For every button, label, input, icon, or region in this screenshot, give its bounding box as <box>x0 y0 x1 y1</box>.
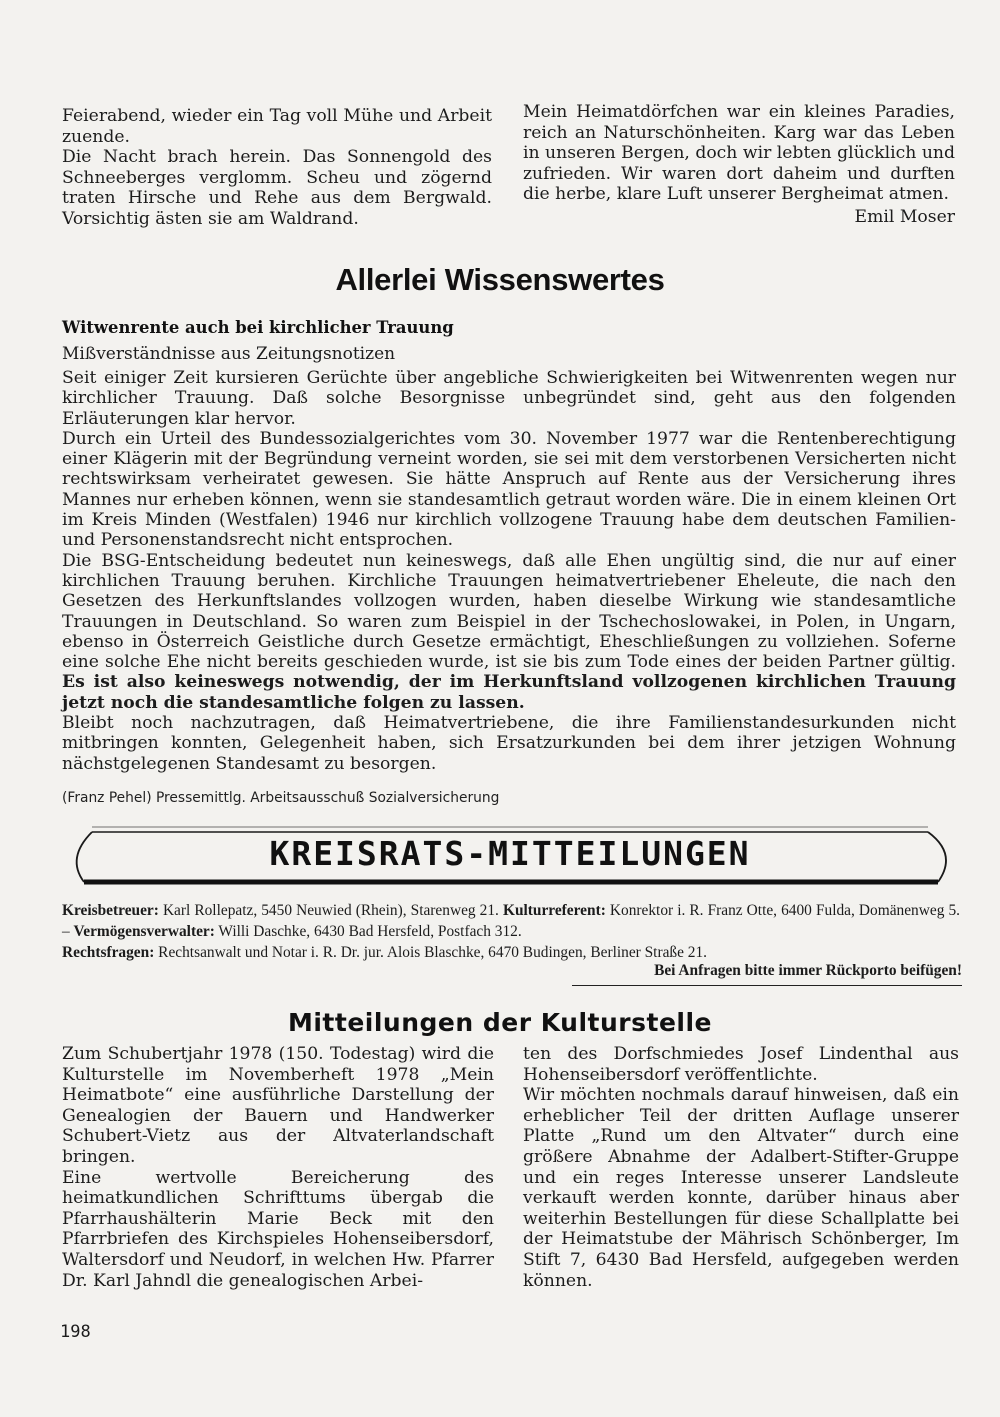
intro-paragraph: Mein Heimatdörfchen war ein kleines Paradies, reich an Naturschönheiten. Karg war das Leben in unseren Bergen, doch wir lebten glücklich und zufrieden. Wir waren dort daheim und durften die herbe, klare Luft unserer Bergheimat atmen. <box>523 102 955 205</box>
article-paragraph: Seit einiger Zeit kursieren Gerüchte über angebliche Schwierigkeiten bei Witwenrenten wegen nur kirchlicher Trauung. Daß solche Besorgnisse unbegründet sind, geht aus den folgenden Erläuterungen klar hervor. <box>62 368 956 429</box>
contact-label: Kulturreferent: <box>502 902 606 919</box>
contact-label: Vermögensverwalter: <box>73 923 215 940</box>
article-body <box>62 368 956 774</box>
intro-paragraph: Die Nacht brach herein. Das Sonnengold des Schneeberges verglomm. Scheu und zögernd traten Hirsche und Rehe aus dem Bergwald. Vorsichtig ästen sie am Waldrand. <box>62 147 492 229</box>
contact-text: Konrektor i. R. Franz Otte, 6400 Fulda, Domänenweg 5. – <box>62 902 960 940</box>
article-paragraph <box>62 551 956 713</box>
contact-label: Rechtsfragen: <box>62 944 155 961</box>
section-heading: Mitteilungen der Kulturstelle <box>287 1008 713 1037</box>
postage-note: Bei Anfragen bitte immer Rückporto beifügen! <box>654 962 962 979</box>
contact-text: Karl Rollepatz, 5450 Neuwied (Rhein), Starenweg 21. <box>158 902 503 919</box>
article-emphasis: Es ist also keineswegs notwendig, der im Herkunftsland vollzogenen kirchlichen Trauung jetzt noch die standesamtliche folgen zu lassen. <box>62 672 956 713</box>
article-subtitle: Mißverständnisse aus Zeitungsnotizen <box>62 344 396 364</box>
kultur-paragraph: Zum Schubertjahr 1978 (150. Todestag) wird die Kulturstelle im Novemberheft 1978 „Mein Heimatbote“ eine ausführliche Darstellung der Genealogien der Bauern und Handwerker Schubert-Vietz aus der Altvaterlandschaft bringen. <box>62 1044 494 1167</box>
kultur-paragraph: Wir möchten nochmals darauf hinweisen, daß ein erheblicher Teil der dritten Auflage unserer Platte „Rund um den Altvater“ durch eine größere Abnahme der Adalbert-Stifter-Gruppe und ein reges Interesse unserer Landsleute verkauft werden konnte, darüber hinaus aber weiterhin Bestellungen für diese Schallplatte bei der Heimatstube der Mährisch Schönberger, Im Stift 7, 6430 Bad Hersfeld, aufgegeben werden können. <box>523 1085 959 1291</box>
intro-right-column <box>523 102 955 228</box>
contact-text: Willi Daschke, 6430 Bad Hersfeld, Postfach 312. <box>214 923 522 940</box>
kultur-left-column <box>62 1044 494 1291</box>
kreisrat-banner <box>62 820 958 888</box>
article-paragraph: Durch ein Urteil des Bundessozialgerichtes vom 30. November 1977 war die Rentenberechtigung einer Klägerin mit der Begründung verneint worden, sie sei mit dem verstorbenen Versicherten nicht rechtswirksam verheiratet gewesen. Sie hätte Anspruch auf Rente aus der Versicherung ihres Mannes nur erheben können, wenn sie standesamtlich getraut worden wäre. Die in einem kleinen Ort im Kreis Minden (Westfalen) 1946 nur kirchlich vollzogene Trauung habe dem deutschen Familien- und Personenstandsrecht nicht entsprochen. <box>62 428 956 551</box>
kultur-paragraph: ten des Dorfschmiedes Josef Lindenthal aus Hohenseibersdorf veröffentlichte. <box>523 1044 959 1085</box>
banner-title: KREISRATS-MITTEILUNGEN <box>269 834 751 873</box>
author-name: Emil Moser <box>854 206 955 227</box>
article-text: Die BSG-Entscheidung bedeutet nun keineswegs, daß alle Ehen ungültig sind, die nur auf einer kirchlichen Trauung beruhen. Kirchliche Trauungen heimatvertriebener Eheleute, die nach den Gesetzen des Herkunftslandes vollzogen wurden, haben dieselbe Wirkung wie standesamtliche Trauungen in Deutschland. So waren zum Beispiel in der Tschechoslowakei, in Polen, in Ungarn, ebenso in Österreich Geistliche durch Gesetze ermächtigt, Eheschließungen zu vollziehen. Soferne eine solche Ehe nicht bereits geschieden wurde, ist sie bis zum Tode eines der beiden Partner gültig. <box>62 550 956 673</box>
page-number: 198 <box>60 1322 91 1342</box>
intro-left-column <box>62 106 492 230</box>
kultur-right-column <box>523 1044 959 1291</box>
divider <box>572 985 962 986</box>
contact-lines <box>62 900 960 942</box>
kultur-paragraph: Eine wertvolle Bereicherung des heimatkundlichen Schrifttums übergab die Pfarrhaushälterin Marie Beck mit den Pfarrbriefen des Kirchspieles Hohenseibersdorf, Waltersdorf und Neudorf, in welchen Hw. Pfarrer Dr. Karl Jahndl die genealogischen Arbei- <box>62 1167 494 1291</box>
article-paragraph: Bleibt noch nachzutragen, daß Heimatvertriebene, die ihre Familienstandesurkunden nicht mitbringen konnten, Gelegenheit haben, sich Ersatzurkunden bei dem ihrer jetzigen Wohnung nächstgelegenen Standesamt zu besorgen. <box>62 713 956 774</box>
contact-list <box>62 900 960 963</box>
contact-lines <box>62 942 960 963</box>
contact-label: Kreisbetreuer: <box>62 902 159 919</box>
article-title: Witwenrente auch bei kirchlicher Trauung <box>62 318 454 337</box>
article-source: (Franz Pehel) Pressemittlg. Arbeitsausschuß Sozialversicherung <box>62 790 500 806</box>
contact-text: Rechtsanwalt und Notar i. R. Dr. jur. Alois Blaschke, 6470 Budingen, Berliner Straße 21. <box>154 944 708 961</box>
section-heading: Allerlei Wissenswertes <box>335 262 665 297</box>
intro-paragraph: Feierabend, wieder ein Tag voll Mühe und Arbeit zuende. <box>62 106 492 147</box>
